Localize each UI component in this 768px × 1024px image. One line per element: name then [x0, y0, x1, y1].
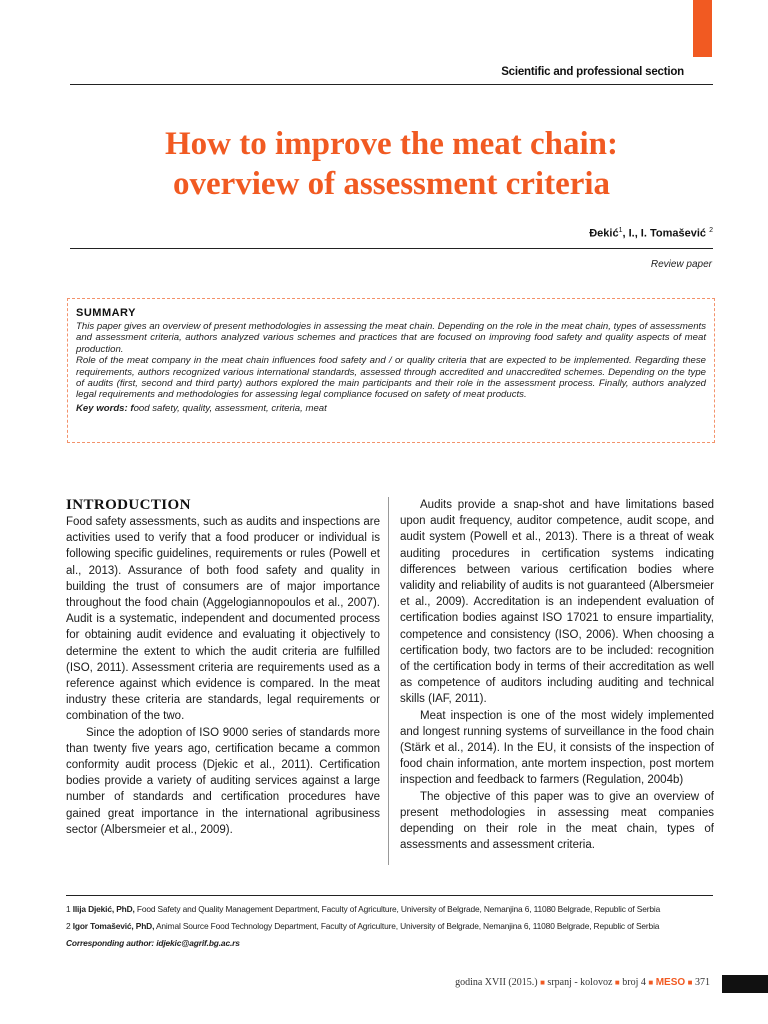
footnote-affiliation: Food Safety and Quality Management Department, Faculty of Agriculture, University of Belgrade, Nemanjina 6, 11080 Belgrade, Republic of Serbia [134, 904, 661, 914]
author-affiliation-mark: 2 [709, 227, 713, 234]
footnote-number: 1 [66, 904, 71, 914]
author-surname: Đekić [589, 227, 619, 240]
section-label: Scientific and professional section [501, 66, 684, 78]
author-list [589, 227, 713, 240]
body-paragraph: Food safety assessments, such as audits and inspections are activities used to verify that a food producer or individual is following specific guidelines, requirements or rules (Powell et al., 2013). Assurance of both food safety and quality in building the trust of consumers are of major importance throughout the food chain (Aggelogiannopoulos et al., 2007). Audit is a systematic, independent and documented process for obtaining audit evidence and evaluating it objectively to determine the extent to which the audit criteria are fulfilled (ISO, 2011). Assessment criteria are requirements used as a reference against which evidence is compared. In the meat industry these criteria are standards, legal requirements or combination of the two. [66, 516, 380, 723]
footer-number: broj 4 [622, 977, 646, 988]
body-paragraph: Since the adoption of ISO 9000 series of standards more than twenty five years ago, certification became a common conformity audit process (Djekic et al., 2011). Certification bodies provide a variety of auditing services against a large number of standards and certification procedures have gained great importance in the international agribusiness sector (Albersmeier et al., 2009). [66, 726, 380, 836]
footer-separator: ■ [687, 978, 693, 987]
footnote-affiliation: Animal Source Food Technology Department, Faculty of Agriculture, University of Belgrade, Nemanjina 6, 11080 Belgrade, Republic of Serbia [154, 921, 660, 931]
page-footer [455, 977, 710, 988]
page-number: 371 [695, 977, 710, 988]
section-divider [70, 84, 713, 85]
footer-months: srpanj - kolovoz [547, 977, 613, 988]
corresponding-author: Corresponding author: idjekic@agrif.bg.ac.rs [66, 938, 240, 948]
paper-title-line1: How to improve the meat chain: [164, 126, 619, 162]
accent-bar [693, 0, 712, 57]
footer-issue: godina XVII (2015.) [455, 977, 538, 988]
authors-divider [70, 248, 713, 249]
paper-type: Review paper [650, 259, 712, 270]
keywords [76, 402, 706, 415]
paper-title-line2: overview of assessment criteria [172, 166, 611, 202]
footnote-divider [66, 895, 713, 896]
summary-paragraph: This paper gives an overview of present methodologies in assessing the meat chain. Depending on the role in the meat chain, types of assessments and assessment criteria, authors analyzed various schemes and practices that are focused on improving food safety and quality aspects of meat production. [76, 321, 706, 355]
column-divider [388, 497, 389, 865]
summary-box [67, 298, 715, 443]
summary-paragraph: Role of the meat company in the meat chain influences food safety and / or quality criteria that are expected to be implemented. Regarding these requirements, authors recognized various international standards, assessed through accredited and unaccredited schemes. Depending on the type of audits (first, second and third party) authors explored the main participants and their role in the assessment process. Finally, authors analyzed legal requirements and methodologies for assessing legal compliance focused on safety of meat products. [76, 355, 706, 401]
footer-journal: MESO [655, 977, 686, 988]
introduction-heading: INTRODUCTION [66, 497, 191, 513]
paper-title [70, 124, 713, 204]
keywords-label: Key words: f [76, 402, 134, 414]
footer-block [722, 975, 768, 993]
footnote-2 [66, 918, 726, 935]
summary-heading: SUMMARY [76, 307, 136, 319]
left-column [66, 497, 380, 838]
footer-separator: ■ [540, 978, 545, 987]
footer-separator: ■ [648, 978, 654, 987]
author-names: , I., I. Tomašević [622, 227, 707, 240]
footnote-number: 2 [66, 921, 71, 931]
keywords-text: ood safety, quality, assessment, criteria, meat [133, 402, 327, 414]
body-paragraph: Audits provide a snap-shot and have limitations based upon audit frequency, auditor competence, audit scope, and audit system (Powell et al., 2013). There is a threat of weak auditing procedures in certification systems indicating differences between various certification bodies where validity and reliability of audits is not guaranteed (Albersmeier et al., 2009). Accreditation is an independent evaluation of certification bodies against ISO 17021 to ensure impartiality, competence and consistency (ISO, 2006). When choosing a certification body, two factors are to be included: recognition of the certification body in terms of their accreditation as well as competence of auditors including auditing and technical skills (IAF, 2011). [400, 499, 714, 706]
footnotes [66, 901, 726, 952]
footnote-author: Igor Tomašević, PhD, [72, 921, 155, 931]
footnote-1 [66, 901, 726, 918]
body-paragraph: The objective of this paper was to give an overview of present methodologies in assessing meat companies depending on their role in the meat chain, types of assessments and assessment criteria. [400, 790, 714, 852]
footnote-author: Ilija Djekić, PhD, [72, 904, 135, 914]
author-affiliation-mark: 1 [618, 227, 623, 234]
footer-separator: ■ [614, 978, 620, 987]
body-paragraph: Meat inspection is one of the most widely implemented and longest running systems of surveillance in the food chain (Stärk et al., 2014). In the EU, it consists of the inspection of food chain information, ante mortem inspection, post mortem inspection and feedback to farmers (Regulation, 2004b) [400, 709, 714, 787]
right-column [400, 497, 714, 853]
